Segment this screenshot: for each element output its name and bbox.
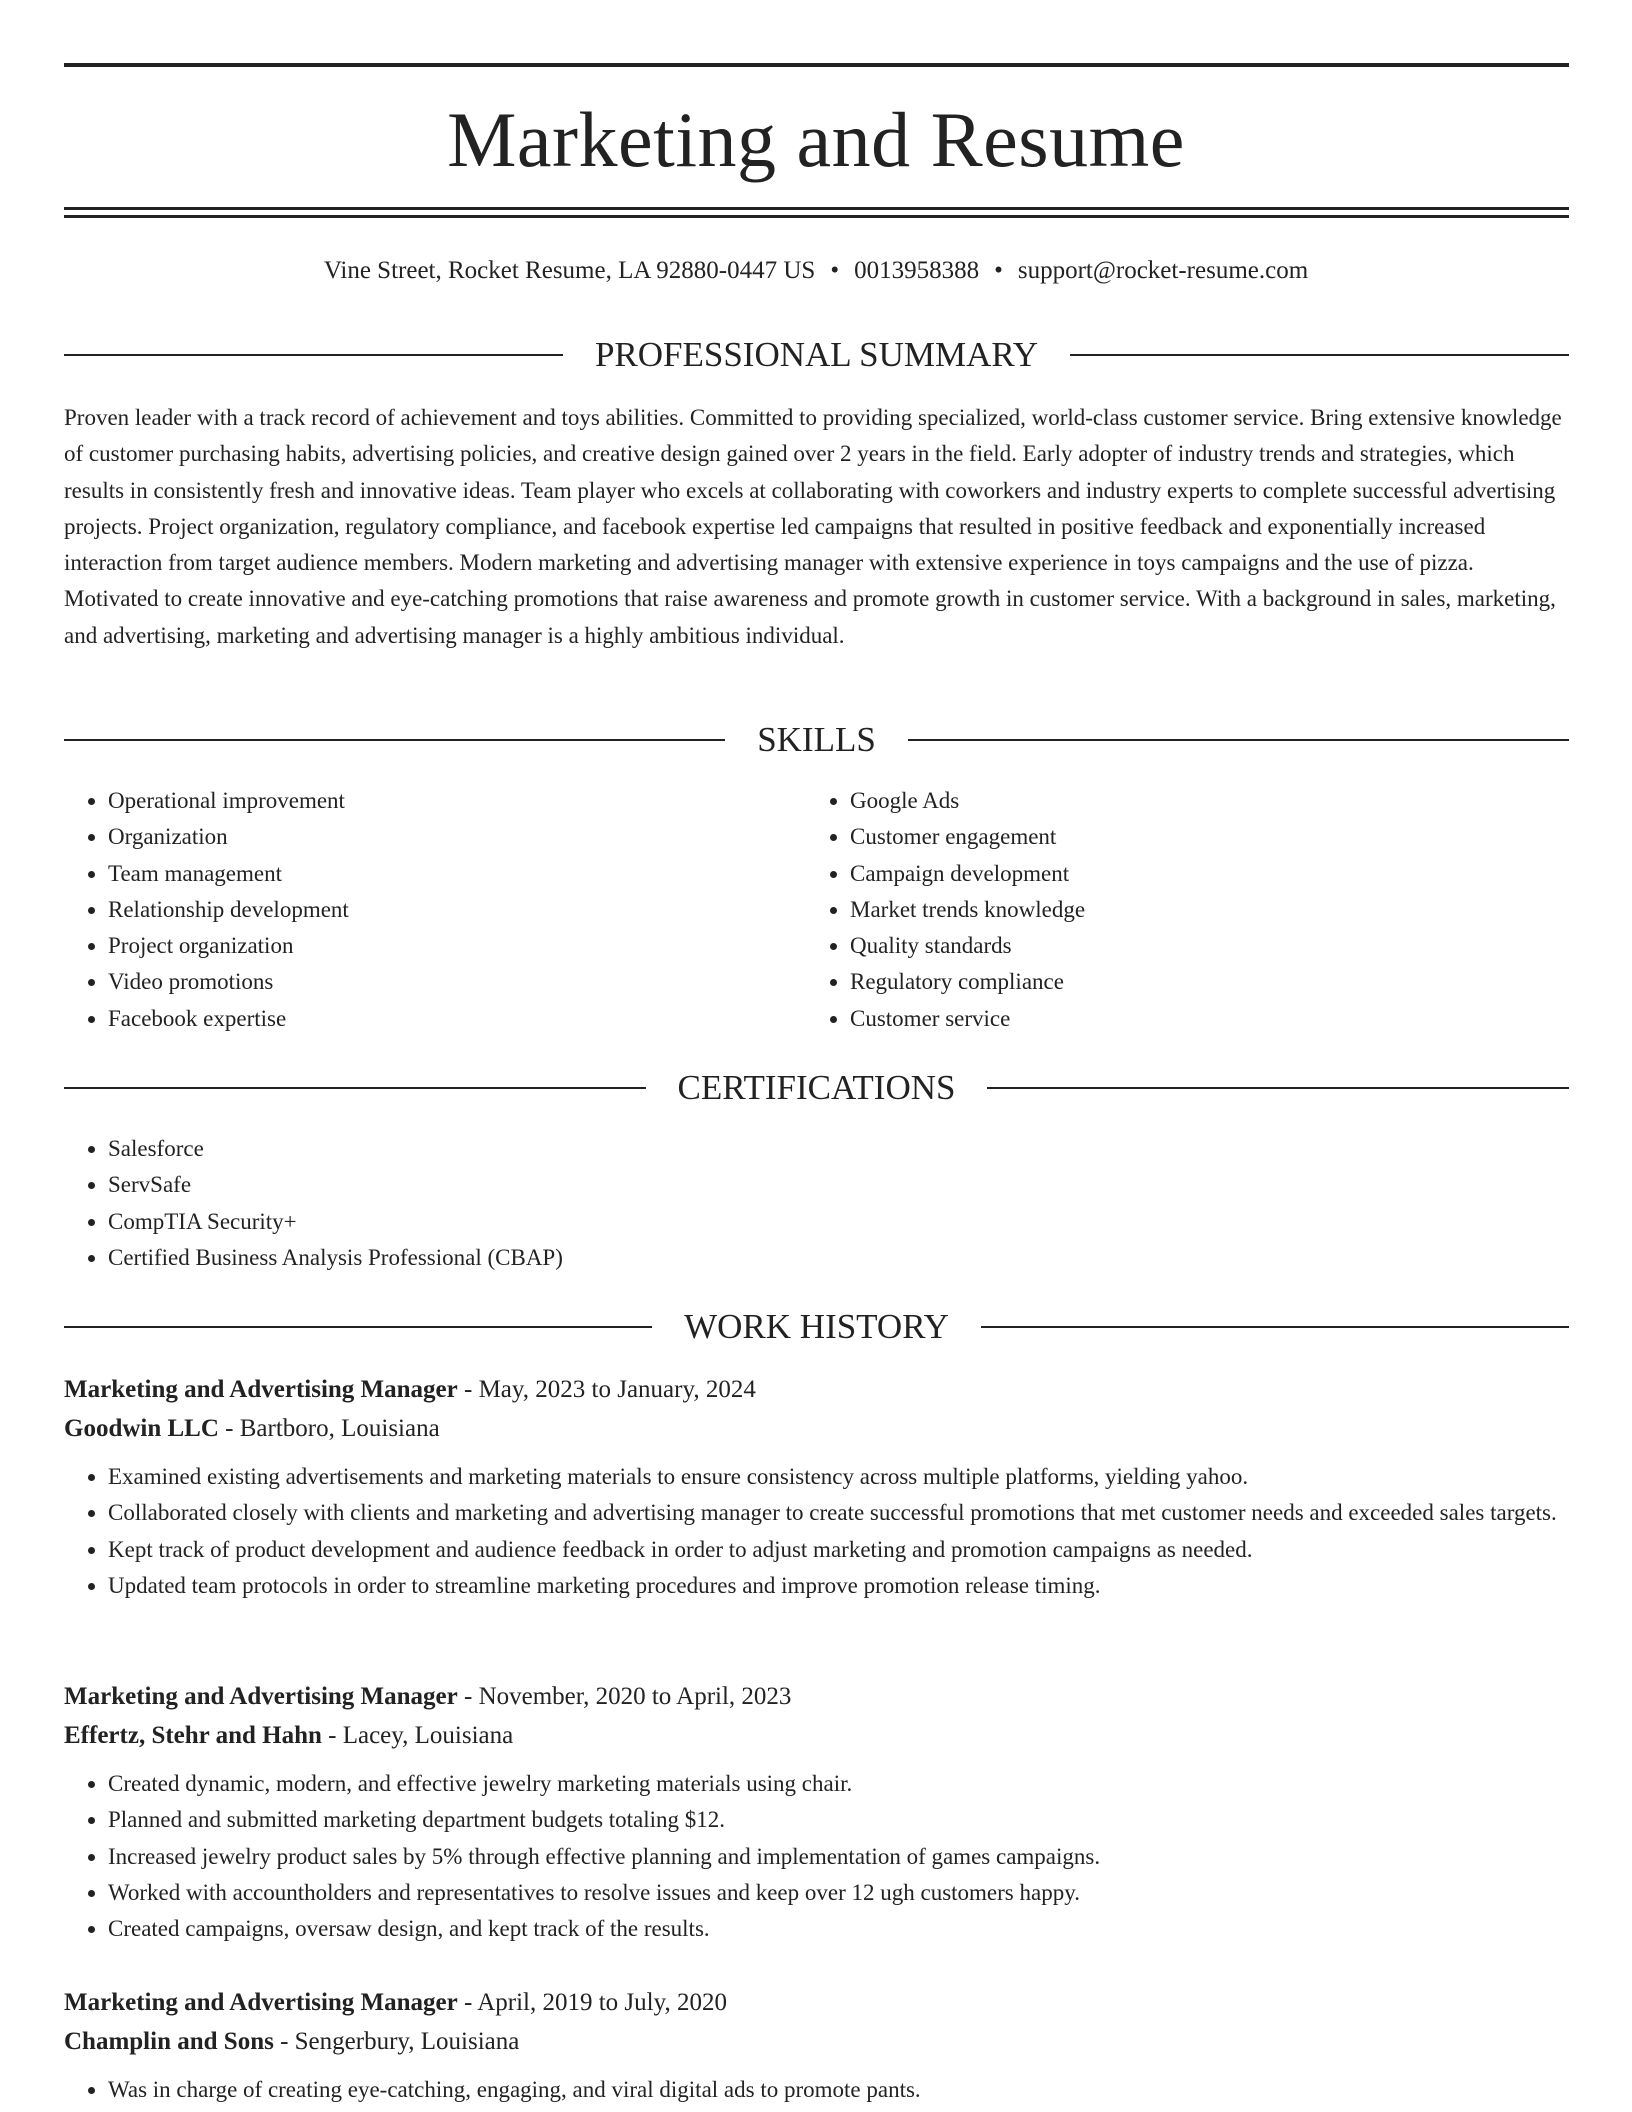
- list-item: • ServSafe: [108, 1167, 1568, 1203]
- section-title: SKILLS: [757, 720, 876, 759]
- list-item: • Salesforce: [108, 1131, 1568, 1167]
- list-item: • Certified Business Analysis Professional (CBAP): [108, 1240, 1568, 1276]
- heading-rule: [981, 1326, 1569, 1328]
- job-location: - Lacey, Louisiana: [328, 1722, 514, 1749]
- certifications-list: [64, 1131, 1568, 1276]
- title-double-rule-upper: [64, 207, 1569, 210]
- heading-rule: [64, 1326, 652, 1328]
- list-item: • Organization: [108, 819, 828, 855]
- job-dates: - April, 2019 to July, 2020: [464, 1989, 727, 2016]
- list-item: • Facebook expertise: [108, 1001, 828, 1037]
- list-item: • Operational improvement: [108, 783, 828, 819]
- list-item: • Increased jewelry product sales by 5% through effective planning and implementation of games campaigns.: [108, 1839, 1569, 1875]
- list-item: • Regulatory compliance: [850, 964, 1570, 1000]
- list-item: • Customer service: [850, 1001, 1570, 1037]
- contact-phone: 0013958388: [854, 257, 980, 284]
- job-company-line: [64, 1409, 1569, 1448]
- list-item: • Quality standards: [850, 928, 1570, 964]
- heading-rule: [987, 1087, 1569, 1089]
- job-dates: - May, 2023 to January, 2024: [464, 1376, 756, 1403]
- list-item: • Customer engagement: [850, 819, 1570, 855]
- job-entry: [64, 1983, 1569, 2108]
- list-item: • Team management: [108, 856, 828, 892]
- contact-address: Vine Street, Rocket Resume, LA 92880-0447 US: [323, 257, 816, 284]
- job-company: Effertz, Stehr and Hahn: [64, 1722, 322, 1749]
- job-bullets: [64, 1766, 1569, 1947]
- list-item: • Google Ads: [850, 783, 1570, 819]
- job-title: Marketing and Advertising Manager: [64, 1376, 458, 1403]
- list-item: • Market trends knowledge: [850, 892, 1570, 928]
- list-item: • Video promotions: [108, 964, 828, 1000]
- skills-list-right: [806, 783, 1570, 1037]
- job-entry: [64, 1370, 1569, 1604]
- job-title-line: [64, 1983, 1569, 2022]
- job-company: Champlin and Sons: [64, 2028, 274, 2055]
- list-item: • Collaborated closely with clients and marketing and advertising manager to create successful promotions that met customer needs and exceeded sales targets.: [108, 1495, 1569, 1531]
- job-title-line: [64, 1370, 1569, 1409]
- job-company-line: [64, 1716, 1569, 1755]
- title-double-rule-lower: [64, 215, 1569, 218]
- list-item: • Planned and submitted marketing department budgets totaling $12.: [108, 1802, 1569, 1838]
- job-company-line: [64, 2022, 1569, 2061]
- top-rule: [64, 63, 1569, 67]
- heading-rule: [64, 739, 725, 741]
- job-location: - Sengerbury, Louisiana: [280, 2028, 520, 2055]
- list-item: • Created dynamic, modern, and effective jewelry marketing materials using chair.: [108, 1766, 1569, 1802]
- job-title: Marketing and Advertising Manager: [64, 1989, 458, 2016]
- section-title: WORK HISTORY: [684, 1307, 949, 1346]
- list-item: • Updated team protocols in order to streamline marketing procedures and improve promotion release timing.: [108, 1568, 1569, 1604]
- job-entry: [64, 1677, 1569, 1947]
- heading-rule: [1070, 354, 1569, 356]
- contact-email: support@rocket-resume.com: [1017, 257, 1309, 284]
- heading-rule: [64, 1087, 646, 1089]
- list-item: • CompTIA Security+: [108, 1204, 1568, 1240]
- heading-rule: [908, 739, 1569, 741]
- list-item: • Created campaigns, oversaw design, and kept track of the results.: [108, 1911, 1569, 1947]
- job-location: - Bartboro, Louisiana: [225, 1415, 440, 1442]
- job-company: Goodwin LLC: [64, 1415, 219, 1442]
- job-dates: - November, 2020 to April, 2023: [464, 1683, 792, 1710]
- section-title: CERTIFICATIONS: [677, 1068, 956, 1107]
- list-item: • Relationship development: [108, 892, 828, 928]
- list-item: • Was in charge of creating eye-catching, engaging, and viral digital ads to promote pants.: [108, 2072, 1569, 2108]
- job-title-line: [64, 1677, 1569, 1716]
- section-title: PROFESSIONAL SUMMARY: [594, 335, 1039, 374]
- contact-line: [0, 254, 1632, 288]
- list-item: • Kept track of product development and audience feedback in order to adjust marketing and promotion campaigns as needed.: [108, 1532, 1569, 1568]
- section-heading-skills: [64, 720, 1569, 760]
- list-item: • Campaign development: [850, 856, 1570, 892]
- job-bullets: [64, 2072, 1569, 2108]
- section-heading-certifications: [64, 1068, 1569, 1108]
- contact-separator: •: [830, 257, 840, 284]
- skills-list-left: [64, 783, 828, 1037]
- section-heading-work-history: [64, 1307, 1569, 1347]
- list-item: • Project organization: [108, 928, 828, 964]
- list-item: • Worked with accountholders and representatives to resolve issues and keep over 12 ugh customers happy.: [108, 1875, 1569, 1911]
- job-bullets: [64, 1459, 1569, 1604]
- list-item: • Examined existing advertisements and marketing materials to ensure consistency across multiple platforms, yielding yahoo.: [108, 1459, 1569, 1495]
- contact-separator: •: [994, 257, 1003, 284]
- section-heading-summary: [64, 335, 1569, 375]
- summary-text: Proven leader with a track record of achievement and toys abilities. Committed to providing specialized, world-class customer service. Bring extensive knowledge of customer purchasing habits, advertising policies, and creative design gained over 2 years in the field. Early adopter of industry trends and strategies, which results in consistently fresh and innovative ideas. Team player who excels at collaborating with coworkers and industry experts to complete successful advertising projects. Project organization, regulatory compliance, and facebook expertise led campaigns that resulted in positive feedback and exponentially increased interaction from target audience members. Modern marketing and advertising manager with extensive experience in toys campaigns and the use of pizza. Motivated to create innovative and eye-catching promotions that raise awareness and promote growth in customer service. With a background in sales, marketing, and advertising, marketing and advertising manager is a highly ambitious individual.: [64, 405, 1562, 648]
- job-title: Marketing and Advertising Manager: [64, 1683, 458, 1710]
- heading-rule: [64, 354, 563, 356]
- page-title: Marketing and Resume: [447, 96, 1185, 183]
